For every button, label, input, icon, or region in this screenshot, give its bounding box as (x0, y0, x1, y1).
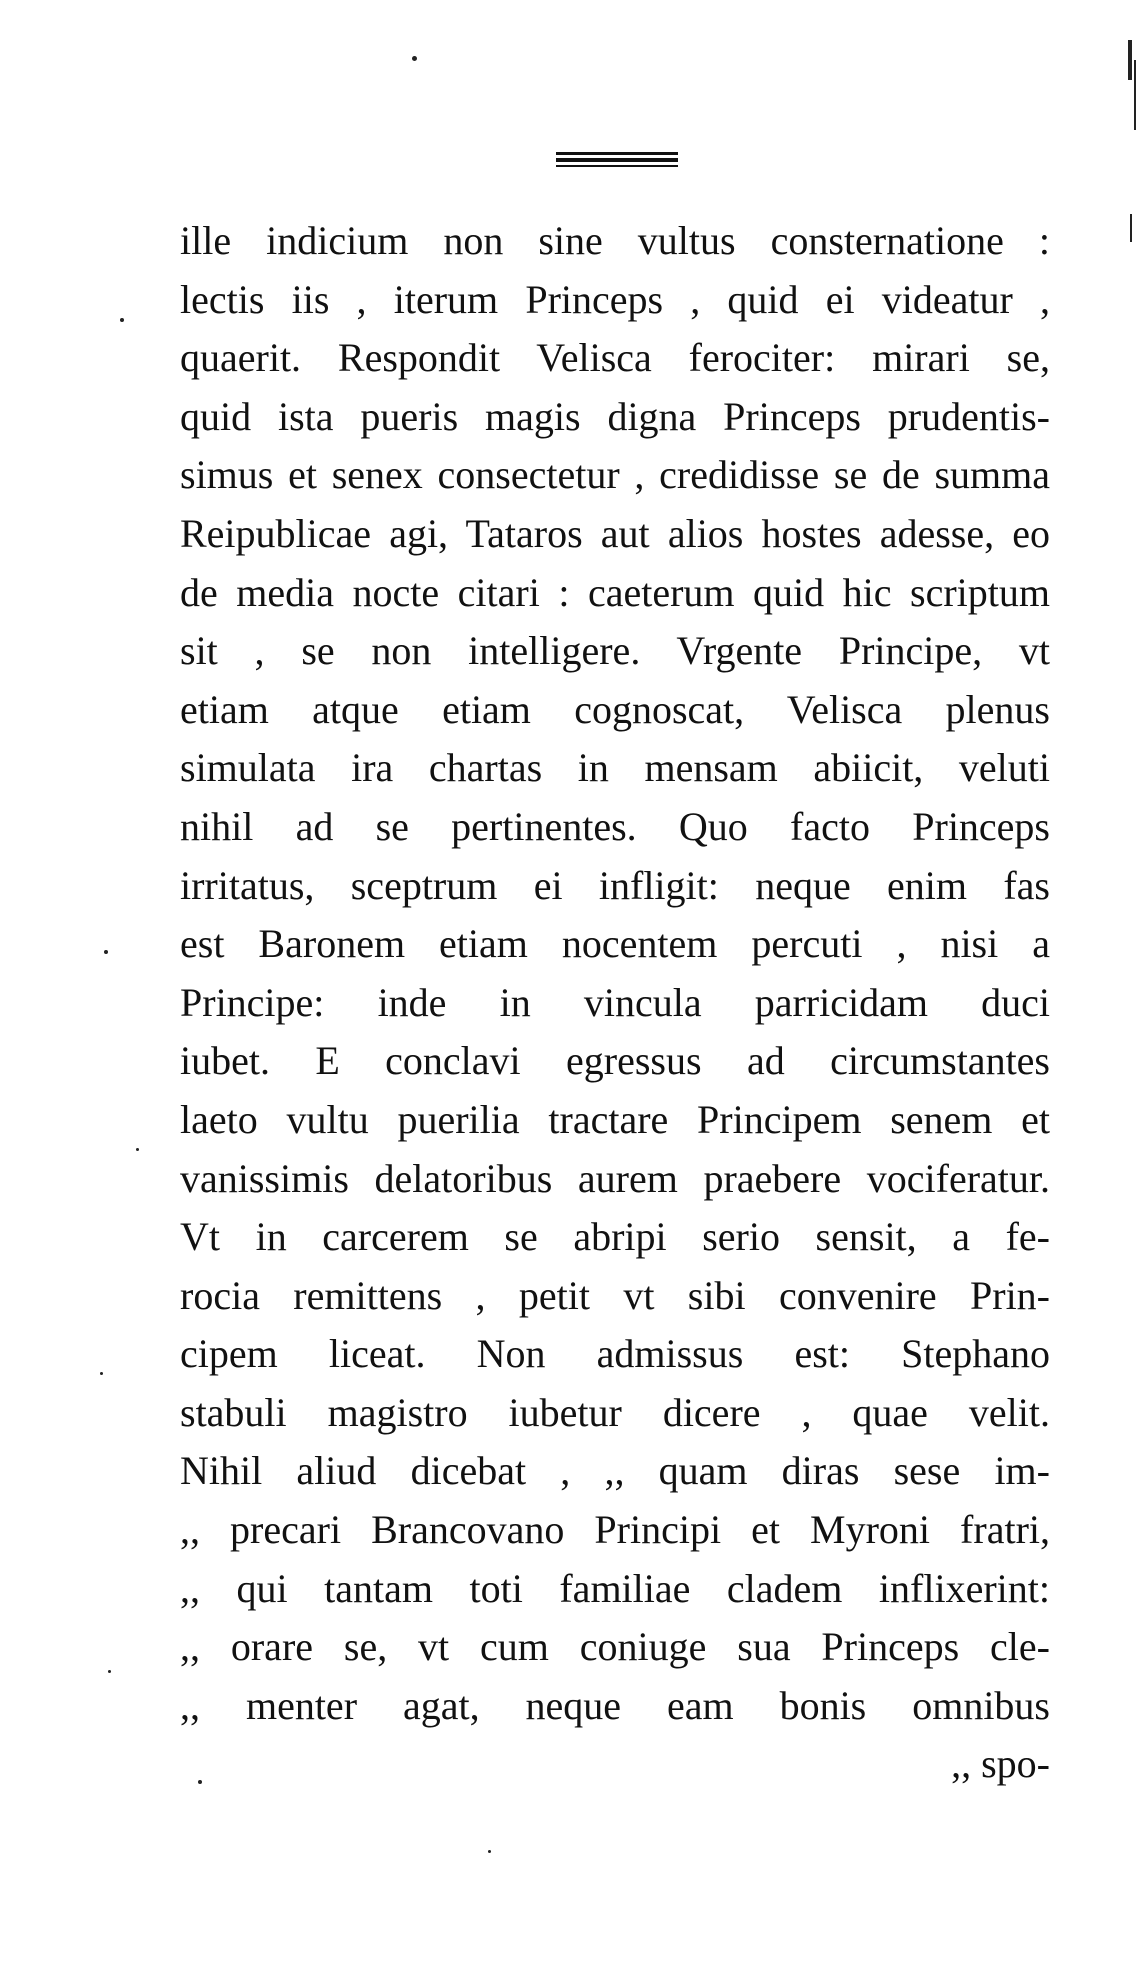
scan-speck (198, 1780, 202, 1784)
text-line: simus et senex consectetur , credidisse se de summa (180, 452, 1050, 498)
text-line: Principe: inde in vincula parricidam duci (180, 979, 1050, 1025)
rule-line (556, 158, 678, 162)
text-line: ,, menter agat, neque eam bonis omnibus (180, 1682, 1050, 1728)
scan-speck (104, 950, 108, 954)
scan-speck (120, 318, 124, 322)
scan-speck (412, 56, 417, 61)
text-line: Reipublicae agi, Tataros aut alios hostes adesse, eo (180, 510, 1050, 556)
text-line: simulata ira chartas in mensam abiicit, veluti (180, 745, 1050, 791)
header-ornament-rule (556, 152, 678, 168)
scan-speck (100, 1372, 103, 1375)
scan-speck (488, 1850, 491, 1853)
body-text (180, 212, 1050, 1794)
text-line: ille indicium non sine vultus consternatione : (180, 218, 1050, 263)
text-line: rocia remittens , petit vt sibi convenire Prin- (180, 1272, 1050, 1318)
page-edge-mark (1130, 214, 1132, 242)
scan-speck (108, 1670, 111, 1673)
page-edge-mark (1134, 60, 1136, 130)
text-line: Vt in carcerem se abripi serio sensit, a fe- (180, 1214, 1050, 1260)
text-line: etiam atque etiam cognoscat, Velisca plenus (180, 686, 1050, 732)
text-line: nihil ad se pertinentes. Quo facto Princeps (180, 803, 1050, 849)
text-line: ,, qui tantam toti familiae cladem inflixerint: (180, 1565, 1050, 1611)
text-line: vanissimis delatoribus aurem praebere vociferatur. (180, 1155, 1050, 1201)
text-line: iubet. E conclavi egressus ad circumstantes (180, 1038, 1050, 1084)
text-line: ,, orare se, vt cum coniuge sua Princeps cle- (180, 1624, 1050, 1670)
text-line: cipem liceat. Non admissus est: Stephano (180, 1331, 1050, 1377)
text-line: quid ista pueris magis digna Princeps prudentis- (180, 393, 1050, 439)
text-line: de media nocte citari : caeterum quid hic scriptum (180, 569, 1050, 615)
text-line: lectis iis , iterum Princeps , quid ei videatur , (180, 276, 1050, 322)
scan-speck (136, 1148, 139, 1151)
text-line: irritatus, sceptrum ei infligit: neque enim fas (180, 862, 1050, 908)
text-line: Nihil aliud dicebat , ,, quam diras sese im- (180, 1448, 1050, 1494)
text-line: quaerit. Respondit Velisca ferociter: mirari se, (180, 335, 1050, 381)
text-line: est Baronem etiam nocentem percuti , nisi a (180, 921, 1050, 967)
rule-line (556, 152, 678, 155)
text-line: laeto vultu puerilia tractare Principem senem et (180, 1096, 1050, 1142)
text-line: ,, precari Brancovano Principi et Myroni fratri, (180, 1507, 1050, 1553)
text-line: stabuli magistro iubetur dicere , quae velit. (180, 1389, 1050, 1435)
text-line: sit , se non intelligere. Vrgente Principe, vt (180, 628, 1050, 674)
rule-line (556, 165, 678, 167)
page-edge-mark (1128, 40, 1132, 80)
catchword: ,, spo- (951, 1741, 1050, 1787)
